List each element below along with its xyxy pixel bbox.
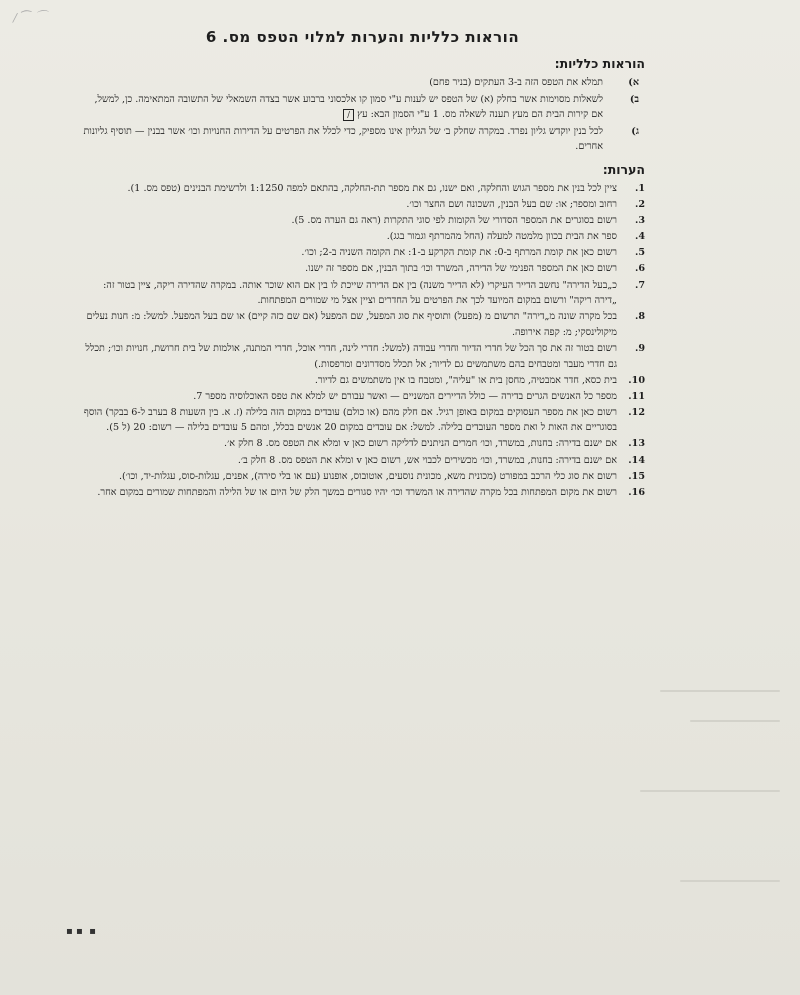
note-item bbox=[80, 389, 645, 405]
note-text: רשום כאן את קומת המרתף ב-0: את קומת הקרקע ב-1: את הקומה השניה ב-2; וכו׳. bbox=[301, 247, 617, 259]
general-item bbox=[80, 75, 645, 91]
notes-list bbox=[80, 181, 645, 500]
note-text: רשום בסוגרים את המספר הסדורי של הקומות לפי סוגי התקרות (ראה גם הערה מס. 5). bbox=[291, 215, 617, 227]
note-item bbox=[80, 181, 645, 197]
bleed-through-line bbox=[640, 790, 780, 792]
note-text: ספר את הבית בכוון מלמטה למעלה (החל מהמרתף וגמור בגג). bbox=[386, 231, 617, 243]
note-item bbox=[80, 373, 645, 389]
note-item bbox=[80, 278, 645, 309]
bleed-through-line bbox=[660, 690, 780, 692]
checkbox-example: / bbox=[343, 109, 354, 121]
general-heading: הוראות כלליות: bbox=[554, 56, 645, 71]
note-item bbox=[80, 341, 645, 372]
item-marker: ג) bbox=[631, 125, 639, 137]
note-item bbox=[80, 469, 645, 485]
faint-handwriting: ⁄ ⁀ ⌒ bbox=[13, 8, 51, 26]
note-item bbox=[80, 229, 645, 245]
note-number: 12. bbox=[628, 406, 645, 418]
note-item bbox=[80, 405, 645, 436]
note-item bbox=[80, 261, 645, 277]
item-text: לשאלות מסוימות אשר בחלק (א) של הטפס יש לענות ע"י סמון קו אלכסוני ברבוע אשר בצדה השמאלי של התשובה המתאימה. כן, למשל, אם קירות הבית הם מעץ תענה לשאלה מס. 1 ע"י הסמון הבא: עץ bbox=[94, 93, 603, 121]
general-instructions bbox=[80, 75, 645, 155]
note-item bbox=[80, 485, 645, 501]
note-item bbox=[80, 453, 645, 469]
note-number: 4. bbox=[634, 231, 645, 243]
note-item bbox=[80, 245, 645, 261]
item-marker: א) bbox=[628, 77, 639, 88]
page-title: הוראות כלליות והערות למלוי הטפס מס. 6 bbox=[205, 28, 520, 46]
note-text: כ„בעל הדירה" נחשב הדייר העיקרי (לא הדייר משנה) בין אם הדירה שייכת לו בין אם הוא שוכר אותה. במקרה שהדירה ריקה, ציין בטור זה: „דירה ריקה" ורשום במקום המיועד לכך את הפרטים על החדרים וציין אצל מי שמורים המפתחות. bbox=[103, 279, 617, 307]
note-text: בית כסא, חדר אמבטיה, מחסן בית או "עליה", ומטבח בו אין משתמשים גם לדיור. bbox=[314, 374, 617, 386]
note-text: אם ישנם בדירה: בחנות, במשרד, וכו׳ מכשירים לכבוי אש, רשום כאן v ומלא את הטפס מס. 8 חלק ב׳. bbox=[237, 454, 617, 466]
note-text: רחוב ומספר; או: שם בעל הבנין, השכונה ושם החצר וכו׳. bbox=[406, 199, 617, 211]
note-number: 3. bbox=[634, 215, 645, 227]
instructions-sheet bbox=[80, 28, 645, 501]
note-item bbox=[80, 309, 645, 340]
note-number: 7. bbox=[634, 279, 645, 291]
note-number: 15. bbox=[628, 470, 645, 482]
general-item bbox=[80, 92, 645, 123]
item-text: לכל בנין יוקדש גליון נפרד. במקרה שחלק ב׳ של הגליון אינו מספיק, כדי לכלל את הפרטים על הדירות החנויות וכו׳ אשר בבנין — תוסיף גליונות אחרים. bbox=[83, 125, 603, 153]
note-number: 2. bbox=[634, 199, 645, 211]
note-text: בכל מקרה שונה מ„דירה" תרשום מ (מפעל) ותוסיף את סוג המפעל, שם המפעל (אם שם כזה קיים) או שם בעל המפעל. למשל: מ: חנות נעלים מיקולינסקי; מ: קפה אירופה. bbox=[86, 311, 617, 338]
note-number: 1. bbox=[634, 182, 645, 194]
bleed-through-line bbox=[680, 880, 780, 882]
note-number: 10. bbox=[628, 374, 645, 386]
note-text: רשום בטור זה את סך הכל של חדרי הדיור וחדרי עבודה (למשל: חדרי לינה, חדרי אוכל, חדרי המתנה, אולמות של בית חרושת, חנויות וכו׳; תכלל גם חדרי מעבר ומטבחים בהם משתמשים גם לדיור; אל תכלל מסדרונים ומרפסות.) bbox=[85, 342, 617, 370]
note-text: מספר כל האנשים הגרים בדירה — כולל הדיירים המשניים — ואשר עבורם יש למלא את טפס האוכלוסיה מספר 7. bbox=[193, 390, 617, 402]
note-item bbox=[80, 436, 645, 452]
item-text: תמלא את הטפס הזה ב-3 העתקים (בניר פחם) bbox=[429, 77, 603, 88]
note-number: 9. bbox=[634, 342, 645, 354]
note-text: רשום את מקום המפתחות בכל מקרה שהדירה או המשרד וכו׳ יהיו סגורים במשך הלק של היום או של הלילה והמפתחות שמורים במקום אחר. bbox=[97, 486, 617, 498]
notes-heading: הערות: bbox=[602, 161, 645, 177]
note-number: 6. bbox=[634, 263, 645, 275]
note-text: רשום כאן את מספר העסוקים במקום באופן רגיל. אם חלק מהם (או כולם) עובדים במקום הזה בלילה (ז. א. בין השעות 8 בערב ל-6 בבקר) הוסף בסוגריים את האות ל ואת מספר העובדים בלילה. למשל: אם עובדים במקום 20 אנשים בכלל, ומהם 5 עובדים בלילה — רשום: 20 (ל 5). bbox=[83, 406, 617, 434]
margin-dots: ▪ ▪ ▪ bbox=[66, 926, 96, 937]
note-item bbox=[80, 213, 645, 229]
item-text-wrapper bbox=[80, 92, 603, 123]
note-text: רשום כאן את המספר הפנימי של הדירה, המשרד וכו׳ בתוך הבנין, אם מספר זה ישנו. bbox=[305, 263, 617, 275]
note-number: 14. bbox=[628, 454, 645, 466]
note-text: רשום את סוג כלי הרכב במפורט (מכונית משא, מכונית נוסעים, אוטובוס, אופנוע (עם או בלי סירה), אפנים, עגלות-סוס, עגלות-יד, וכו׳). bbox=[119, 470, 617, 482]
note-number: 5. bbox=[634, 247, 645, 259]
note-number: 8. bbox=[634, 311, 645, 323]
note-item bbox=[80, 197, 645, 213]
bleed-through-line bbox=[690, 720, 780, 722]
general-item bbox=[80, 124, 645, 155]
note-number: 16. bbox=[628, 486, 645, 498]
note-text: אם ישנם בדירה: בחנות, במשרד, וכו׳ חמרים הניתנים לדליקה רשום כאן v ומלא את הטפס מס. 8 חלק א׳. bbox=[224, 438, 617, 450]
item-marker: ב) bbox=[629, 93, 639, 105]
note-number: 11. bbox=[628, 390, 645, 402]
note-text: ציין לכל בנין את מספר הגוש והחלקה, ואם ישנו, גם את מספר תת-החלקה, בהתאם למפה 1:1250 ולרשימת הבנינים (טפס מס. 1). bbox=[127, 182, 617, 194]
note-number: 13. bbox=[628, 438, 645, 450]
